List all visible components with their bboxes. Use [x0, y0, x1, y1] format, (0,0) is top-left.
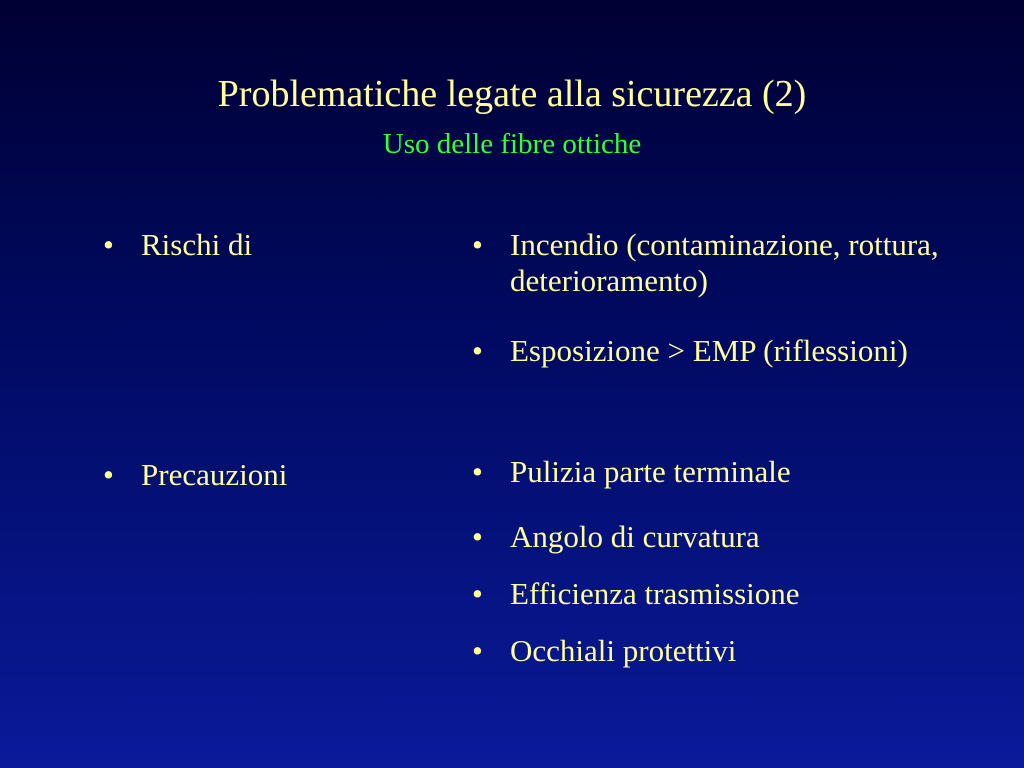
list-item-text: Angolo di curvatura [510, 519, 760, 554]
list-item-efficiency [472, 576, 972, 612]
bullet-icon: • [472, 454, 483, 489]
list-item-text: Occhiali protettivi [510, 633, 737, 668]
list-item-cleaning [472, 454, 972, 490]
row-label-precautions [103, 457, 423, 493]
bullet-icon: • [472, 333, 483, 368]
list-item-goggles [472, 633, 972, 669]
list-item-text: Esposizione > EMP (riflessioni) [510, 333, 908, 368]
bullet-icon: • [472, 576, 483, 611]
list-item-fire [472, 227, 972, 299]
row-label-risks [103, 227, 423, 263]
list-item-text: Efficienza trasmissione [510, 576, 800, 611]
list-item-exposure [472, 333, 972, 369]
slide-title: Problematiche legate alla sicurezza (2) [217, 73, 807, 115]
bullet-icon: • [103, 457, 114, 492]
bullet-icon: • [472, 227, 483, 262]
list-item-text: Pulizia parte terminale [510, 454, 791, 489]
slide-subtitle: Uso delle fibre ottiche [382, 128, 642, 160]
row-label-text: Rischi di [141, 227, 253, 262]
bullet-icon: • [103, 227, 114, 262]
list-item-text: Incendio (contaminazione, rottura, deterioramento) [510, 227, 939, 298]
row-label-text: Precauzioni [141, 457, 288, 492]
list-item-bend-angle [472, 519, 972, 555]
bullet-icon: • [472, 519, 483, 554]
bullet-icon: • [472, 633, 483, 668]
